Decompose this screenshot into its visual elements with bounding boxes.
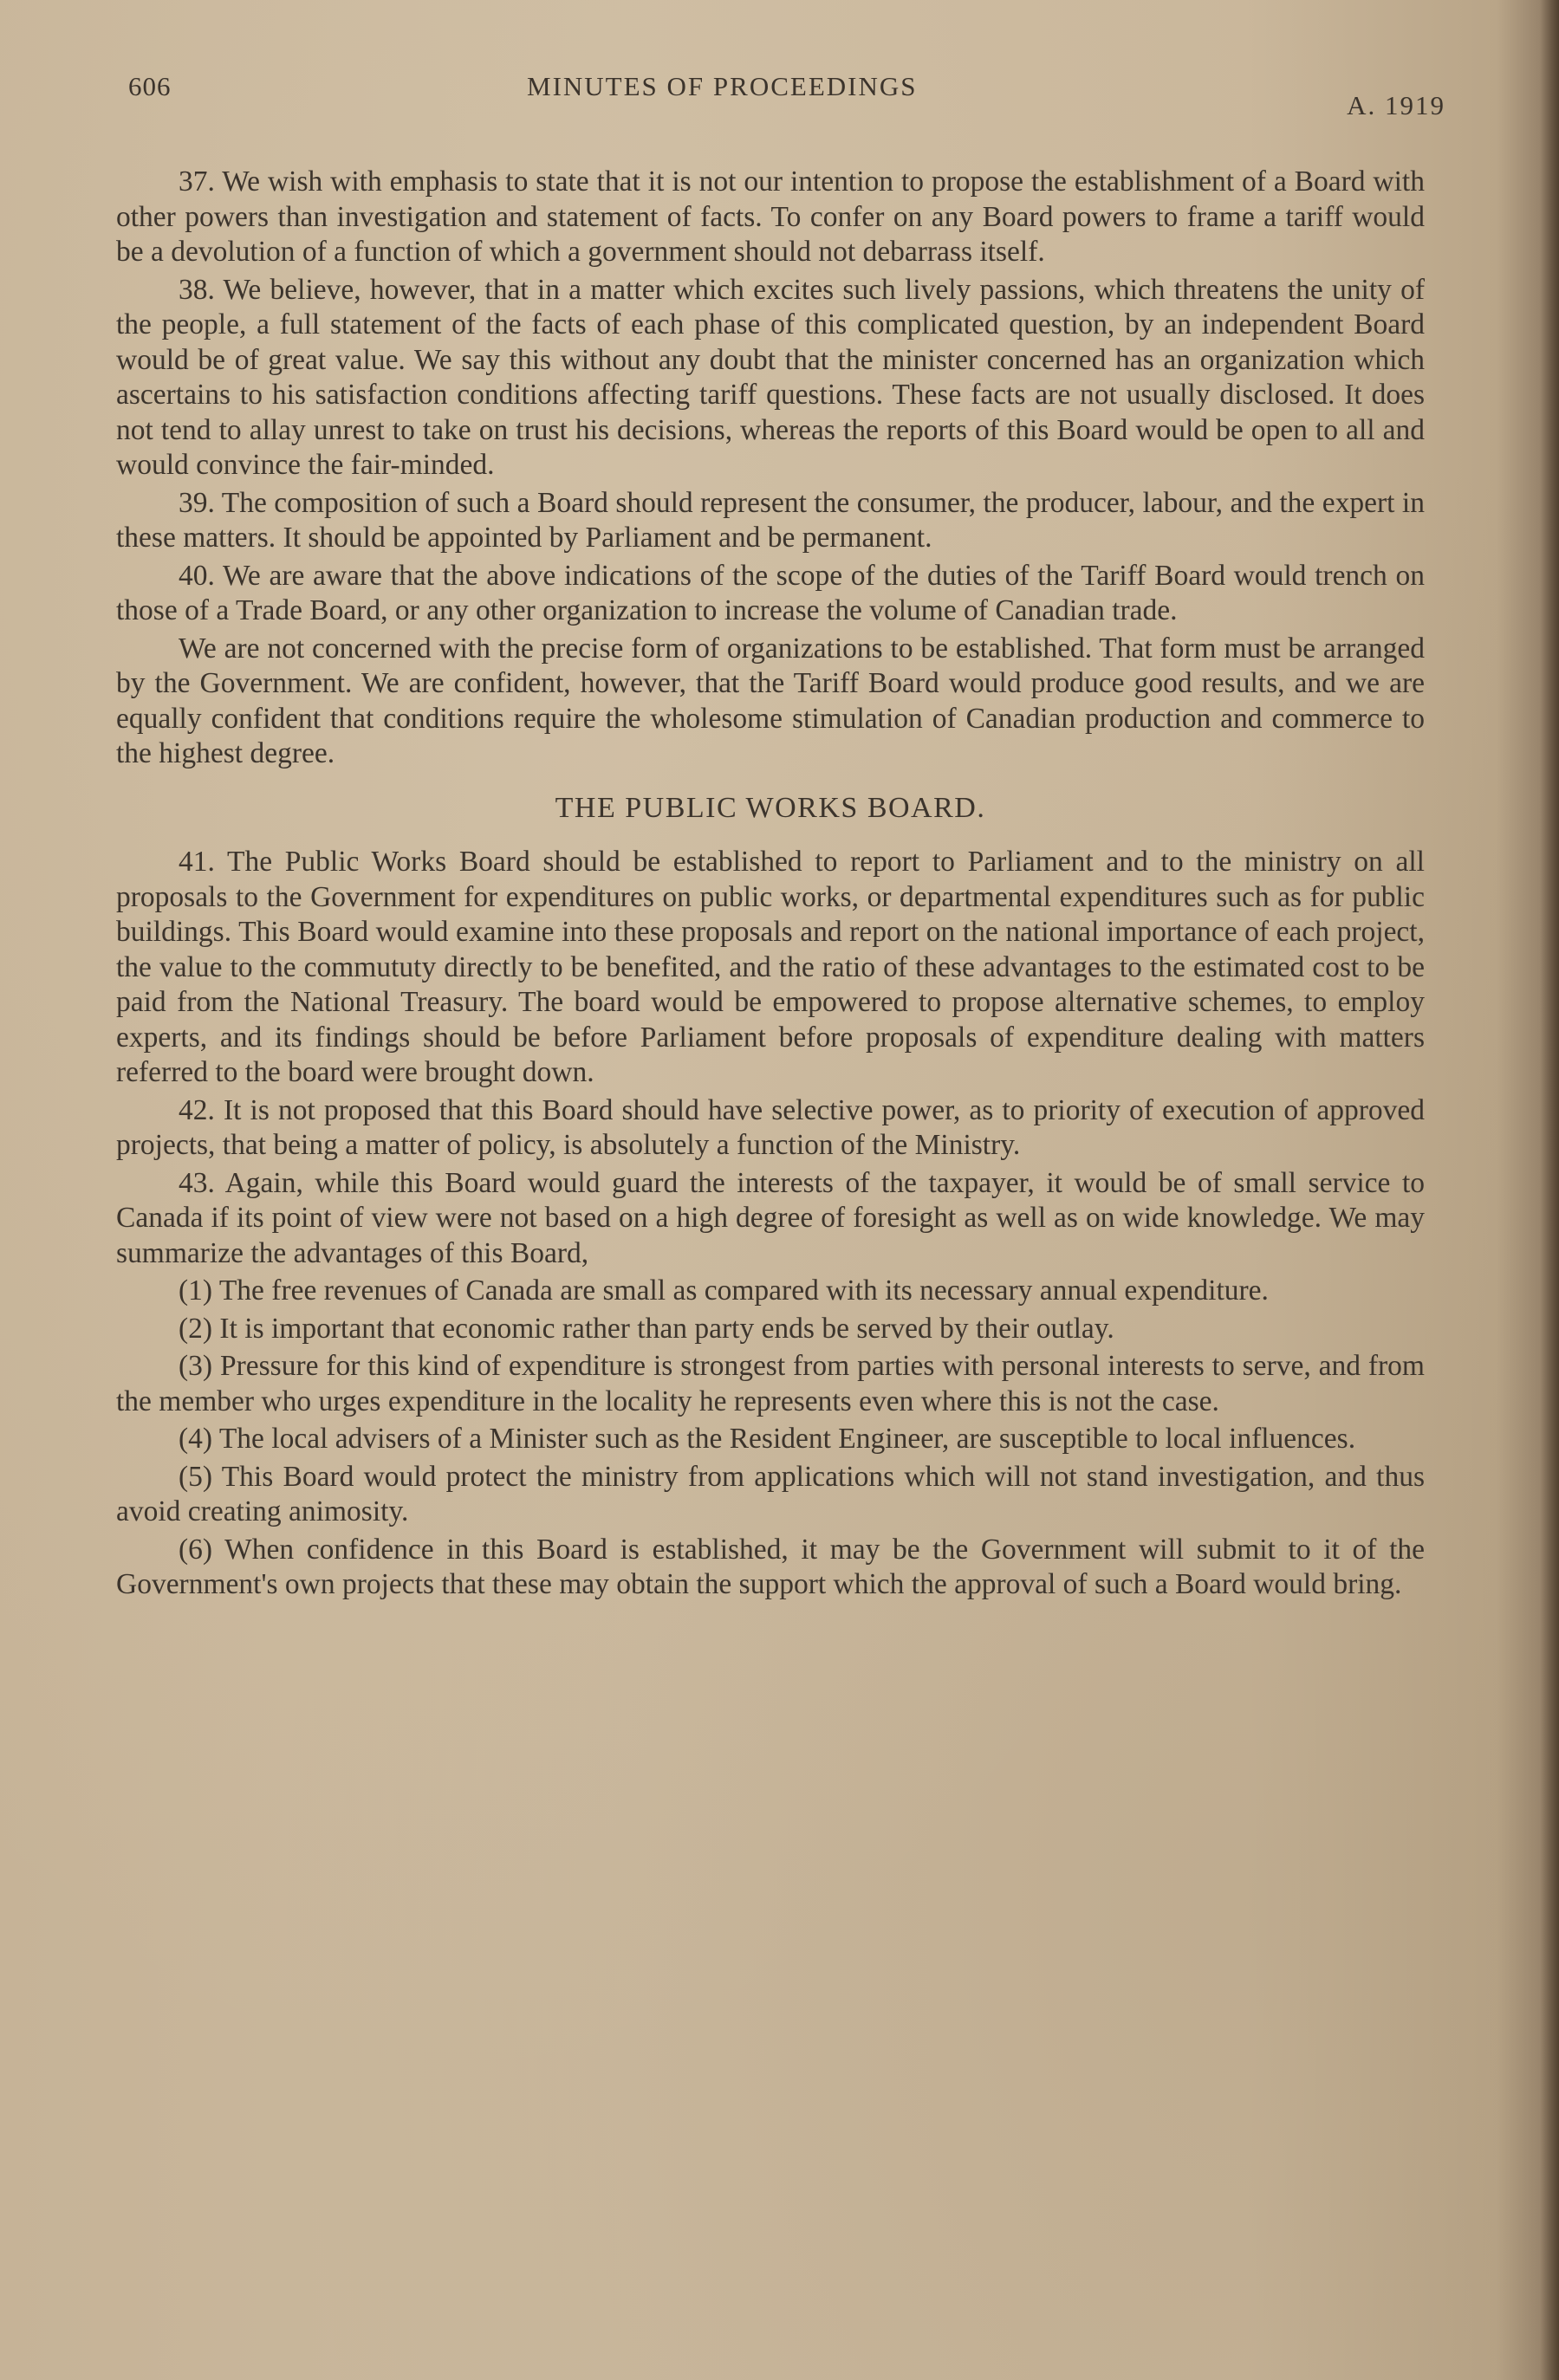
list-item: (6) When confidence in this Board is established, it may be the Government will submit to it of the Government's own projects that these may obtain the support which the approval of such a Board would bring. bbox=[116, 1533, 1425, 1600]
paragraph-41: 41. The Public Works Board should be established to report to Parliament and to the ministry on all proposals to the Government for expenditures on public works, or departmental expenditures such as for public buildings. This Board would examine into these proposals and report on the national importance of each project, the value to the commututy directly to be benefited, and the ratio of these advantages to the estimated cost to be paid from the National Treasury. The board would be empowered to propose alternative schemes, to employ experts, and its findings should be before Parliament before proposals of expenditure dealing with matters referred to the board were brought down. bbox=[116, 846, 1425, 1088]
list-item: (3) Pressure for this kind of expenditure is strongest from parties with personal interests to serve, and from the member who urges expenditure in the locality he represents even where this is not the case. bbox=[116, 1350, 1425, 1417]
body-text bbox=[116, 165, 1425, 1605]
list-item: (2) It is important that economic rather than party ends be served by their outlay. bbox=[179, 1312, 1114, 1345]
list-item: (5) This Board would protect the ministry from applications which will not stand investigation, and thus avoid creating animosity. bbox=[116, 1460, 1425, 1527]
running-title: MINUTES OF PROCEEDINGS bbox=[527, 71, 918, 101]
paragraph-39: 39. The composition of such a Board should represent the consumer, the producer, labour, and the expert in these matters. It should be appointed by Parliament and be permanent. bbox=[116, 486, 1425, 554]
paragraph-38: 38. We believe, however, that in a matter which excites such lively passions, which threatens the unity of the people, a full statement of the facts of each phase of this complicated question, by an independent Board would be of great value. We say this without any doubt that the minister concerned has an organization which ascertains to his satisfaction conditions affecting tariff questions. These facts are not usually disclosed. It does not tend to allay unrest to take on trust his decisions, whereas the reports of this Board would be open to all and would convince the fair-minded. bbox=[116, 273, 1425, 481]
page-number: 606 bbox=[128, 71, 172, 101]
paragraph-43: 43. Again, while this Board would guard the interests of the taxpayer, it would be of small service to Canada if its point of view were not based on a high degree of foresight as well as on wide knowledge. We may summarize the advantages of this Board, bbox=[116, 1166, 1425, 1269]
paragraph-40-continued: We are not concerned with the precise form of organizations to be established. That form must be arranged by the Government. We are confident, however, that the Tariff Board would produce good results, and we are equally confident that conditions require the wholesome stimulation of Canadian production and commerce to the highest degree. bbox=[116, 632, 1425, 769]
page-edge-shadow bbox=[1540, 0, 1559, 2380]
paragraph-37: 37. We wish with emphasis to state that it is not our intention to propose the establishment of a Board with other powers than investigation and statement of facts. To confer on any Board powers to frame a tariff would be a devolution of a function of which a government should not debarrass itself. bbox=[116, 165, 1425, 268]
paragraph-40: 40. We are aware that the above indications of the scope of the duties of the Tariff Board would trench on those of a Trade Board, or any other organization to increase the volume of Canadian trade. bbox=[116, 559, 1425, 626]
paragraph-42: 42. It is not proposed that this Board should have selective power, as to priority of execution of approved projects, that being a matter of policy, is absolutely a function of the Ministry. bbox=[116, 1093, 1425, 1161]
running-header bbox=[128, 71, 1445, 120]
list-item: (1) The free revenues of Canada are small as compared with its necessary annual expenditure. bbox=[179, 1274, 1269, 1307]
list-item: (4) The local advisers of a Minister such as the Resident Engineer, are susceptible to local influences. bbox=[179, 1423, 1356, 1455]
section-heading: THE PUBLIC WORKS BOARD. bbox=[555, 791, 986, 824]
session-year: A. 1919 bbox=[1347, 90, 1445, 120]
